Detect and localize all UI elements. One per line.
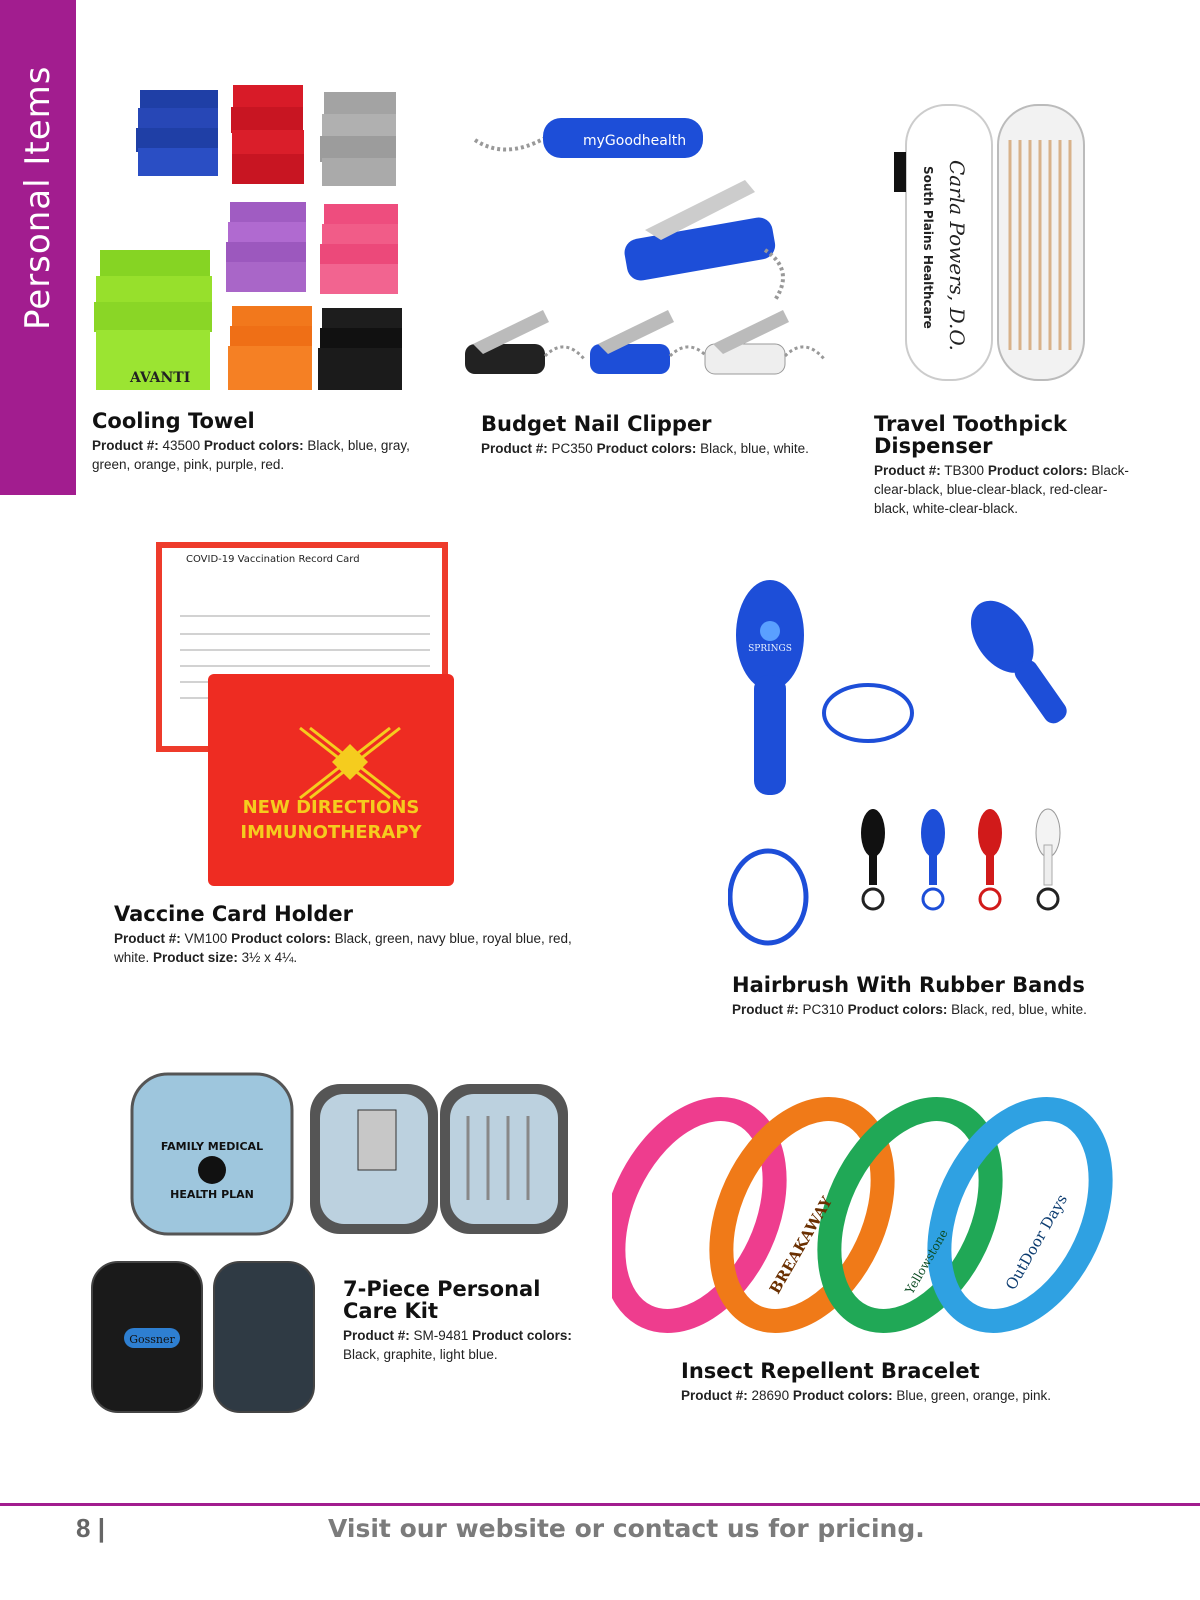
product-care-kit (343, 1278, 583, 1364)
section-tab-label: Personal Items (18, 65, 58, 330)
cooling-towel-image (92, 80, 412, 405)
svg-text:SPRINGS: SPRINGS (748, 644, 792, 654)
pricing-note: Visit our website or contact us for pricing. (328, 1514, 925, 1543)
product-toothpick-dispenser (874, 413, 1134, 518)
svg-text:Yellowstone: Yellowstone (902, 1226, 951, 1297)
product-nail-clipper (481, 413, 811, 458)
product-name: Insect Repellent Bracelet (681, 1359, 980, 1383)
svg-text:Gossner: Gossner (129, 1333, 175, 1346)
product-details: Product #: PC350 Product colors: Black, blue, white. (481, 441, 809, 456)
product-bracelet (681, 1360, 1141, 1405)
product-hairbrush (732, 974, 1152, 1019)
product-name: 7-Piece Personal Care Kit (343, 1277, 541, 1323)
product-name: Hairbrush With Rubber Bands (732, 973, 1085, 997)
toothpick-dispenser-image (890, 100, 1090, 385)
section-tab (0, 0, 76, 495)
product-details: Product #: SM-9481 Product colors: Black, graphite, light blue. (343, 1328, 572, 1362)
svg-text:FAMILY MEDICAL: FAMILY MEDICAL (160, 1140, 264, 1153)
svg-text:South Plains Healthcare: South Plains Healthcare (921, 166, 935, 329)
product-details: Product #: PC310 Product colors: Black, red, blue, white. (732, 1002, 1087, 1017)
product-cooling-towel (92, 410, 422, 474)
product-details: Product #: TB300 Product colors: Black-clear-black, blue-clear-black, red-clear-black, white-clear-black. (874, 463, 1129, 516)
nail-clipper-image (465, 100, 845, 400)
svg-text:IMMUNOTHERAPY: IMMUNOTHERAPY (240, 822, 422, 843)
product-details: Product #: VM100 Product colors: Black, green, navy blue, royal blue, red, white. Product size: 3½ x 4¼. (114, 931, 572, 965)
product-details: Product #: 43500 Product colors: Black, blue, gray, green, orange, pink, purple, red. (92, 438, 410, 472)
vaccine-card-holder-image (150, 538, 460, 888)
product-name: Budget Nail Clipper (481, 412, 712, 436)
care-kit-image (88, 1070, 598, 1440)
svg-text:HEALTH PLAN: HEALTH PLAN (170, 1188, 254, 1201)
svg-text:AVANTI: AVANTI (130, 370, 191, 386)
product-name: Cooling Towel (92, 409, 255, 433)
product-name: Vaccine Card Holder (114, 902, 353, 926)
clipper-imprint: myGoodhealth (583, 133, 687, 149)
footer-divider (0, 1503, 1200, 1506)
bracelet-image (612, 1095, 1132, 1335)
product-details: Product #: 28690 Product colors: Blue, green, orange, pink. (681, 1388, 1051, 1403)
product-vaccine-card-holder (114, 903, 594, 967)
svg-text:Carla Powers, D.O.: Carla Powers, D.O. (945, 160, 969, 351)
svg-text:COVID-19 Vaccination Record Ca: COVID-19 Vaccination Record Card (186, 554, 360, 565)
product-name: Travel Toothpick Dispenser (874, 412, 1068, 458)
svg-text:BREAKAWAY: BREAKAWAY (765, 1193, 836, 1297)
page-number: 8 | (76, 1513, 105, 1543)
svg-text:NEW DIRECTIONS: NEW DIRECTIONS (242, 797, 420, 818)
svg-text:OutDoor Days: OutDoor Days (1001, 1191, 1072, 1293)
hairbrush-image (728, 575, 1098, 955)
